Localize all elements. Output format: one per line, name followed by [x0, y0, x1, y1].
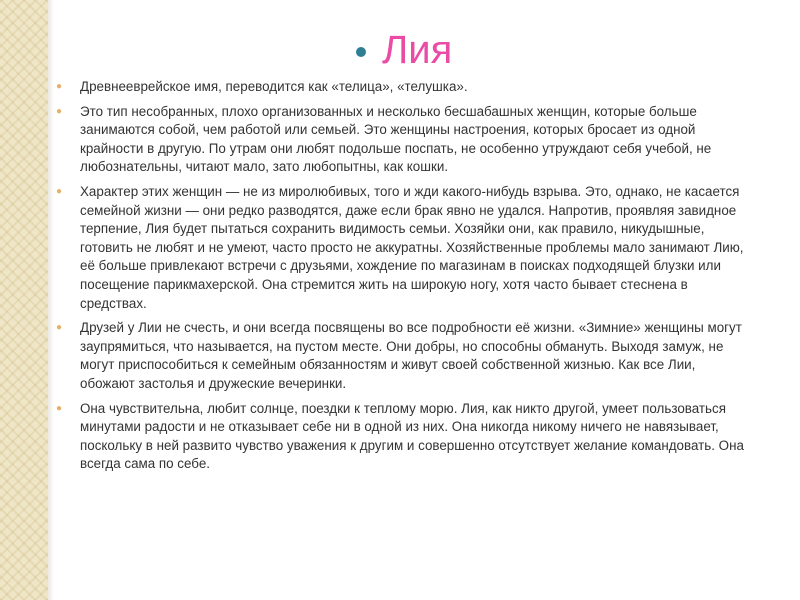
- paragraph-3: [56, 183, 748, 313]
- slide-title: Лия: [382, 28, 453, 72]
- paragraph-bullet-icon: ●: [56, 402, 63, 414]
- title-bullet-icon: [356, 47, 366, 57]
- paragraph-text: Друзей у Лии не счесть, и они всегда посвящены во все подробности её жизни. «Зимние» женщины могут заупрямиться, что называется, на пустом месте. Они добры, но способны обмануть. Выходя замуж, не могут приспособиться к семейным обязанностям и живут своей собственной жизнью. Как все Лии, обожают застолья и дружеские вечеринки.: [80, 320, 742, 391]
- paragraph-text: Древнееврейское имя, переводится как «телица», «телушка».: [80, 79, 468, 94]
- paragraph-bullet-icon: ●: [56, 185, 63, 197]
- title-row: [356, 22, 452, 78]
- strip-shadow: [48, 0, 54, 600]
- content-list: [56, 78, 748, 480]
- paragraph-bullet-icon: ●: [56, 322, 63, 334]
- paragraph-bullet-icon: ●: [56, 81, 63, 92]
- paragraph-5: [56, 400, 748, 474]
- decorative-side-strip: [0, 0, 48, 600]
- paragraph-1: [56, 78, 748, 97]
- paragraph-text: Это тип несобранных, плохо организованных и несколько бесшабашных женщин, которые больше занимаются собой, чем работой или семьей. Это женщины настроения, которых бросает из одной крайности в другую. По утрам они любят подольше поспать, не особенно утруждают себя учебой, не любознательны, читают мало, зато любопытны, как кошки.: [80, 103, 712, 175]
- paragraph-text: Она чувствительна, любит солнце, поездки к теплому морю. Лия, как никто другой, умеет пользоваться минутами радости и не отказывает себе ни в одной из них. Она никогда никому ничего не навязывает, поскольку в ней развито чувство уважения к другим и совершенно отсутствует желание командовать. Она всегда сама по себе.: [80, 400, 744, 472]
- paragraph-2: [56, 103, 748, 177]
- paragraph-text: Характер этих женщин — не из миролюбивых, того и жди какого-нибудь взрыва. Это, однако, не касается семейной жизни — они редко разводятся, даже если брак явно не удался. Напротив, проявляя завидное терпение, Лия будет пытаться сохранить видимость семьи. Хозяйки они, как правило, никудышные, готовить не любят и не умеют, часто просто не аккуратны. Хозяйственные проблемы мало занимают Лию, её больше привлекают встречи с друзьями, хождение по магазинам в поисках подходящей блузки или посещение парикмахерской. Она стремится жить на широкую ногу, хотя часто бывает стеснена в средствах.: [80, 183, 744, 311]
- paragraph-4: [56, 319, 748, 393]
- paragraph-bullet-icon: ●: [56, 105, 63, 117]
